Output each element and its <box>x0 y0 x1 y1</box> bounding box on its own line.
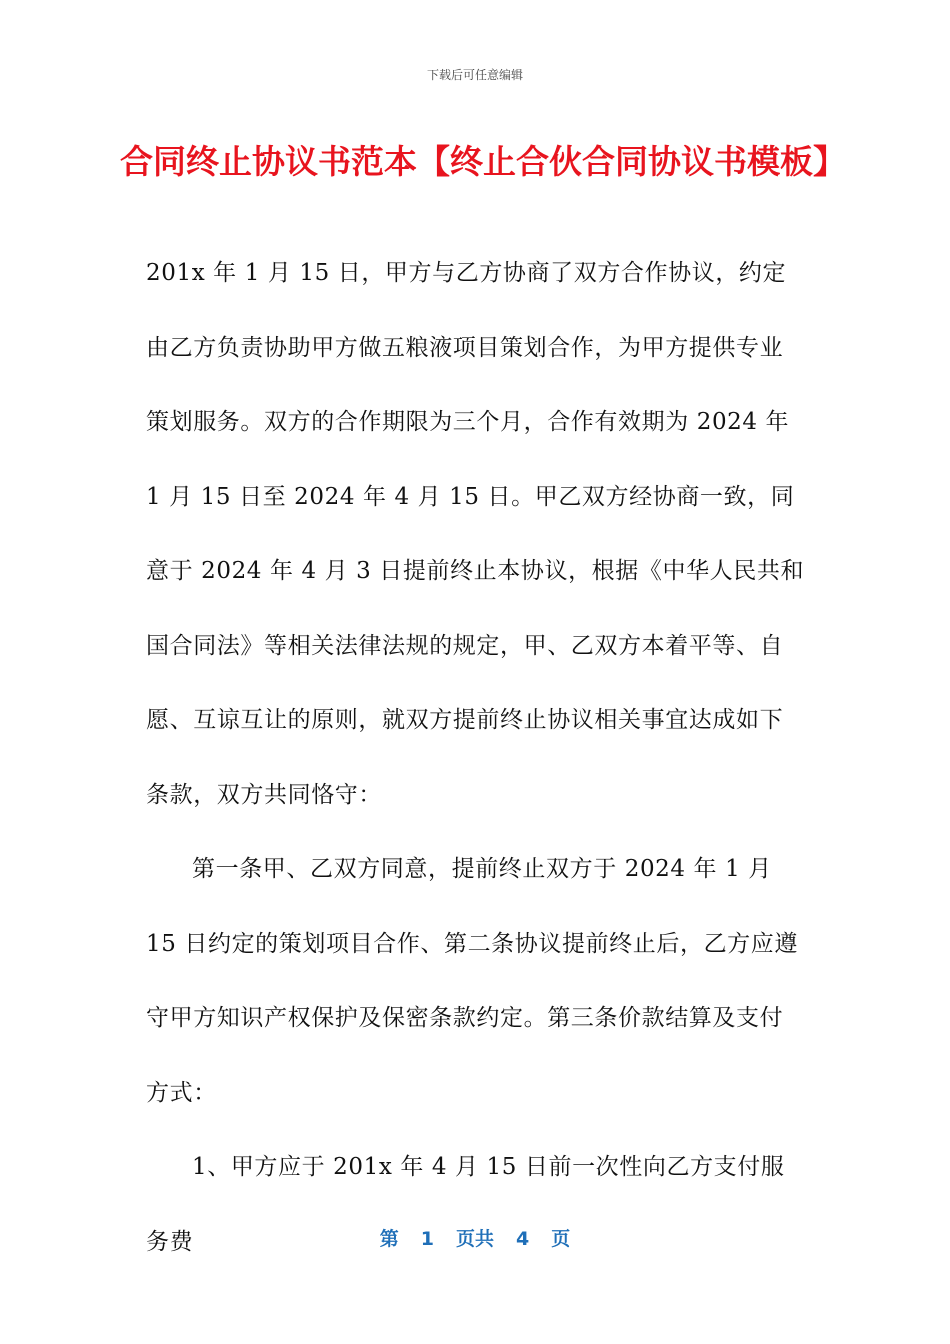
paragraph-intro: 201x 年 1 月 15 日，甲方与乙方协商了双方合作协议，约定由乙方负责协助甲方做五粮液项目策划合作，为甲方提供专业策划服务。双方的合作期限为三个月，合作有效期为 2024 年 1 月 15 日至 2024 年 4 月 15 日。甲乙双方经协商一致，同意于 2024 年 4 月 3 日提前终止本协议，根据《中华人民共和国合同法》等相关法律法规的规定，甲、乙双方本着平等、自愿、互谅互让的原则，就双方提前终止协议相关事宜达成如下条款，双方共同恪守： <box>146 260 805 808</box>
page-indicator <box>0 1224 950 1251</box>
paragraph-payment-item: 1、甲方应于 201x 年 4 月 15 日前一次性向乙方支付服务费 <box>146 1154 785 1255</box>
page-prefix: 第 <box>379 1228 399 1250</box>
page-middle: 页共 <box>455 1228 494 1250</box>
header-note: 下载后可任意编辑 <box>426 68 523 82</box>
page-suffix: 页 <box>551 1228 571 1250</box>
paragraph-article-one: 第一条甲、乙双方同意，提前终止双方于 2024 年 1 月 15 日约定的策划项目合作、第二条协议提前终止后，乙方应遵守甲方知识产权保护及保密条款约定。第三条价款结算及支付方式： <box>146 856 798 1106</box>
document-title: 合同终止协议书范本【终止合伙合同协议书模板】 <box>120 142 846 181</box>
page-total: 4 <box>516 1228 530 1250</box>
document-body <box>146 236 806 1279</box>
page-current: 1 <box>420 1228 434 1250</box>
